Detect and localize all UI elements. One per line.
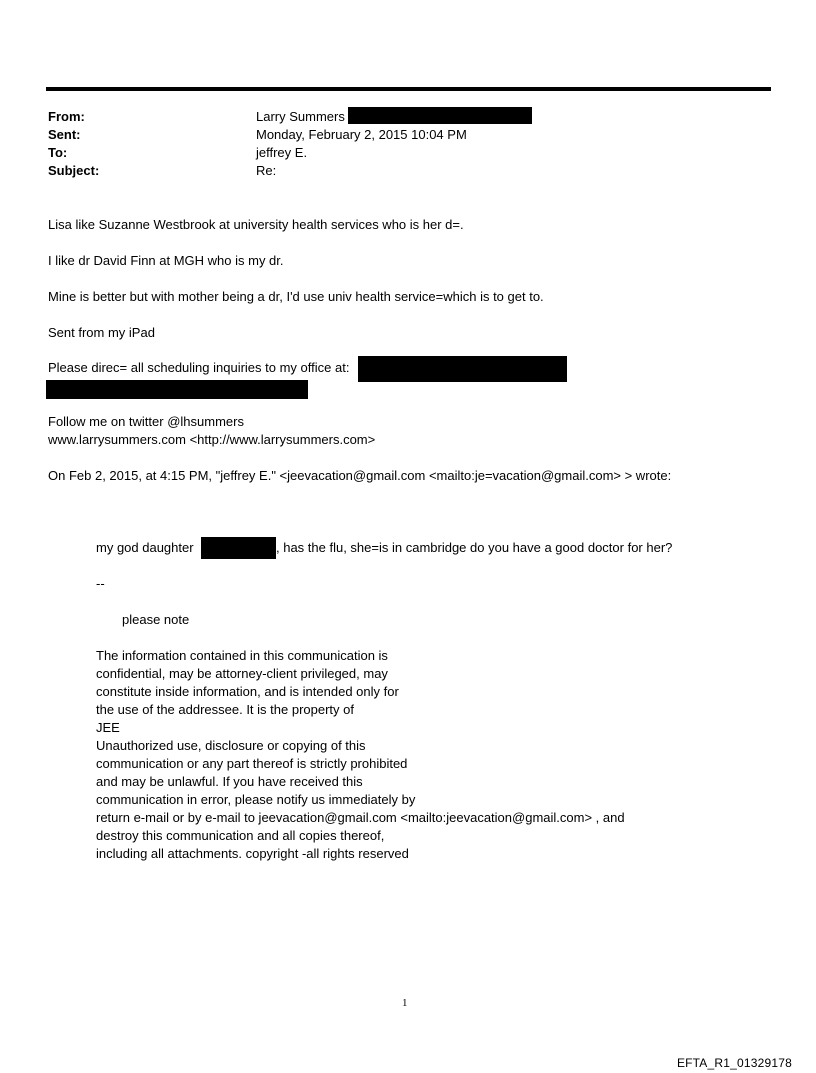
to-value: jeffrey E. — [256, 145, 308, 160]
name-redaction — [201, 537, 276, 559]
disclaimer-line: return e-mail or by e-mail to jeevacation@gmail.com <mailto:jeevacation@gmail.com> , and — [96, 810, 625, 825]
body-paragraph-3: Mine is better but with mother being a dr, I'd use univ health service=which is to get to. — [48, 289, 544, 304]
disclaimer-line: The information contained in this communication is — [96, 648, 388, 663]
disclaimer-line: the use of the addressee. It is the property of — [96, 702, 354, 717]
sent-label: Sent: — [48, 127, 81, 142]
quoted-message-line — [96, 540, 194, 556]
page-number: 1 — [402, 997, 408, 1009]
disclaimer-line: communication or any part thereof is strictly prohibited — [96, 756, 408, 771]
disclaimer-line: confidential, may be attorney-client privileged, may — [96, 666, 388, 681]
scheduling-line: Please direc= all scheduling inquiries to my office at: — [48, 360, 350, 375]
quoted-text-before-redaction: my god daughter — [96, 540, 194, 555]
twitter-line: Follow me on twitter @lhsummers — [48, 414, 244, 429]
please-note-line: please note — [122, 612, 190, 627]
subject-label: Subject: — [48, 163, 100, 178]
disclaimer-line: Unauthorized use, disclosure or copying of this — [96, 738, 366, 753]
office-contact-redaction — [358, 356, 567, 382]
to-label: To: — [48, 145, 68, 160]
document-id: EFTA_R1_01329178 — [676, 1056, 792, 1070]
body-paragraph-2: I like dr David Finn at MGH who is my dr. — [48, 253, 284, 268]
confidentiality-disclaimer — [96, 647, 696, 863]
disclaimer-line: and may be unlawful. If you have received this — [96, 774, 363, 789]
sent-value: Monday, February 2, 2015 10:04 PM — [256, 127, 467, 142]
disclaimer-line: constitute inside information, and is intended only for — [96, 684, 399, 699]
disclaimer-line: JEE — [96, 720, 120, 735]
signature-separator: -- — [96, 576, 105, 591]
subject-value: Re: — [256, 163, 277, 178]
header-top-rule — [46, 87, 771, 91]
disclaimer-line: communication in error, please notify us immediately by — [96, 792, 416, 807]
from-label: From: — [48, 109, 85, 124]
website-line[interactable]: www.larrysummers.com <http://www.larrysummers.com> — [48, 432, 376, 447]
from-email-redaction — [348, 107, 532, 124]
from-value: Larry Summers — [256, 109, 345, 124]
quoted-text-after-redaction: , has the flu, she=is in cambridge do you have a good doctor for her? — [276, 540, 673, 555]
office-contact-redaction-2 — [46, 380, 308, 399]
body-paragraph-1: Lisa like Suzanne Westbrook at university health services who is her d=. — [48, 217, 464, 232]
disclaimer-line: destroy this communication and all copies thereof, — [96, 828, 385, 843]
reply-attribution: On Feb 2, 2015, at 4:15 PM, "jeffrey E." <jeevacation@gmail.com <mailto:je=vacation@gmail.com> > wrote: — [48, 468, 672, 483]
signature-line: Sent from my iPad — [48, 325, 155, 340]
disclaimer-line: including all attachments. copyright -all rights reserved — [96, 846, 409, 861]
